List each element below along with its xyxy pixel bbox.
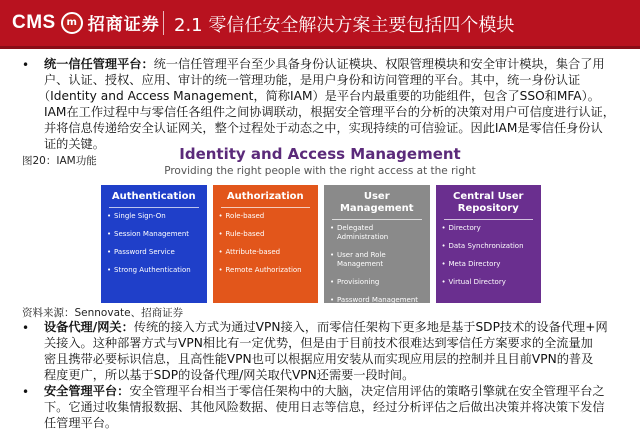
list-item: • Attribute-based xyxy=(219,248,313,257)
column-title: Central User Repository xyxy=(453,191,524,214)
section2-line-3: 程度更广，所以基于SDP的设备代理/网关取代VPN还需要一段时间。 xyxy=(44,368,415,382)
list-item: • Role-based xyxy=(219,212,313,221)
section2-text: 传统的接入方式为通过VPN接入，而零信任架构下更多地是基于SDP技术的设备代理+网 xyxy=(133,320,608,334)
section2-line-1: 关接入。这种部署方式与VPN相比有一定优势，但是由于目前技术很难达到零信任方案要求的全流量加 xyxy=(44,336,593,350)
section3-line-2: 任管理平台。 xyxy=(44,416,118,430)
authentication-column xyxy=(101,185,207,303)
figure-subtitle: Providing the right people with the right access at the right xyxy=(164,165,476,177)
logo-text: CMS xyxy=(12,11,56,33)
list-item: • Single Sign-On xyxy=(107,212,201,221)
list-item: • Strong Authentication xyxy=(107,266,201,275)
column-rule xyxy=(444,219,534,220)
bullet-1: • xyxy=(22,58,30,72)
section1-line-5: 证的关键。 xyxy=(44,137,105,151)
bullet-2: • xyxy=(22,321,30,335)
section2-term: 设备代理/网关： xyxy=(44,320,134,334)
list-item: • Directory xyxy=(442,224,536,233)
list-item: • Data Synchronization xyxy=(442,242,536,251)
section2-line-2: 密且携带必要标识信息，且高性能VPN也可以根据应用安装从而实现应用层的控制并且目前VPN的普及 xyxy=(44,352,594,366)
cms-logo xyxy=(12,10,160,35)
figure-caption: 图20：IAM功能 xyxy=(22,155,97,167)
list-item: • User and Role Management xyxy=(330,251,424,269)
column-rule xyxy=(221,207,311,208)
section3-line-0 xyxy=(44,384,605,400)
column-title: User Management xyxy=(339,191,414,214)
column-rule xyxy=(332,219,422,220)
section3-term: 安全管理平台： xyxy=(44,384,130,398)
list-item: • Meta Directory xyxy=(442,260,536,269)
list-item: • Password Service xyxy=(107,248,201,257)
section1-line-4: 并将信息传递给安全认证网关，整个过程处于动态之中，实现持续的可信验证。因此IAM是零信任身份认 xyxy=(44,121,603,135)
logo-chinese-name: 招商证券 xyxy=(87,15,160,35)
page-title: 2.1 零信任安全解决方案主要包括四个模块 xyxy=(174,15,515,36)
section2-line-0 xyxy=(44,320,608,336)
list-item: • Remote Authorization xyxy=(219,266,313,275)
section1-line-3: IAM在工作过程中与零信任各组件之间协调联动，根据安全管理平台的分析的决策对用户可信度进行认证， xyxy=(44,105,615,119)
header-divider xyxy=(163,11,164,35)
list-item: • Provisioning xyxy=(330,278,424,287)
section1-line-2: （Identity and Access Management，简称IAM）是平台内最重要的功能组件，包含了SSO和MFA）。 xyxy=(38,89,600,103)
column-title: Authentication xyxy=(111,191,196,202)
column-rule xyxy=(109,207,199,208)
section1-text: 统一信任管理平台至少具备身份认证模块、权限管理模块和安全审计模块，集合了用 xyxy=(153,57,605,71)
list-item: • Virtual Directory xyxy=(442,278,536,287)
list-item: • Rule-based xyxy=(219,230,313,239)
figure-source: 资料来源：Sennovate、招商证券 xyxy=(22,307,184,319)
authorization-column xyxy=(213,185,319,303)
column-title: Authorization xyxy=(226,191,304,202)
figure-title: Identity and Access Management xyxy=(179,145,461,163)
logo-mark-icon: m xyxy=(61,12,83,34)
user-management-column xyxy=(324,185,430,322)
central-user-repository-column xyxy=(436,185,542,303)
section1-line-1: 户、认证、授权、应用、审计的统一管理功能，是用户身份和访问管理的平台。其中，统一身份认证 xyxy=(44,73,581,87)
list-item: • Delegated Administration xyxy=(330,224,424,242)
header-accent-line xyxy=(0,46,640,49)
section3-text: 安全管理平台相当于零信任架构中的大脑，决定信用评估的策略引擎就在安全管理平台之 xyxy=(129,384,605,398)
bullet-3: • xyxy=(22,385,30,399)
list-item: • Session Management xyxy=(107,230,201,239)
list-item: • Self-service xyxy=(330,314,424,323)
section1-term: 统一信任管理平台： xyxy=(44,57,154,71)
section1-line-0 xyxy=(44,57,605,73)
section3-line-1: 下。它通过收集情报数据、其他风险数据、使用日志等信息，经过分析评估之后做出决策并将决策下发信 xyxy=(44,400,605,414)
list-item: • Password Management xyxy=(330,296,424,305)
